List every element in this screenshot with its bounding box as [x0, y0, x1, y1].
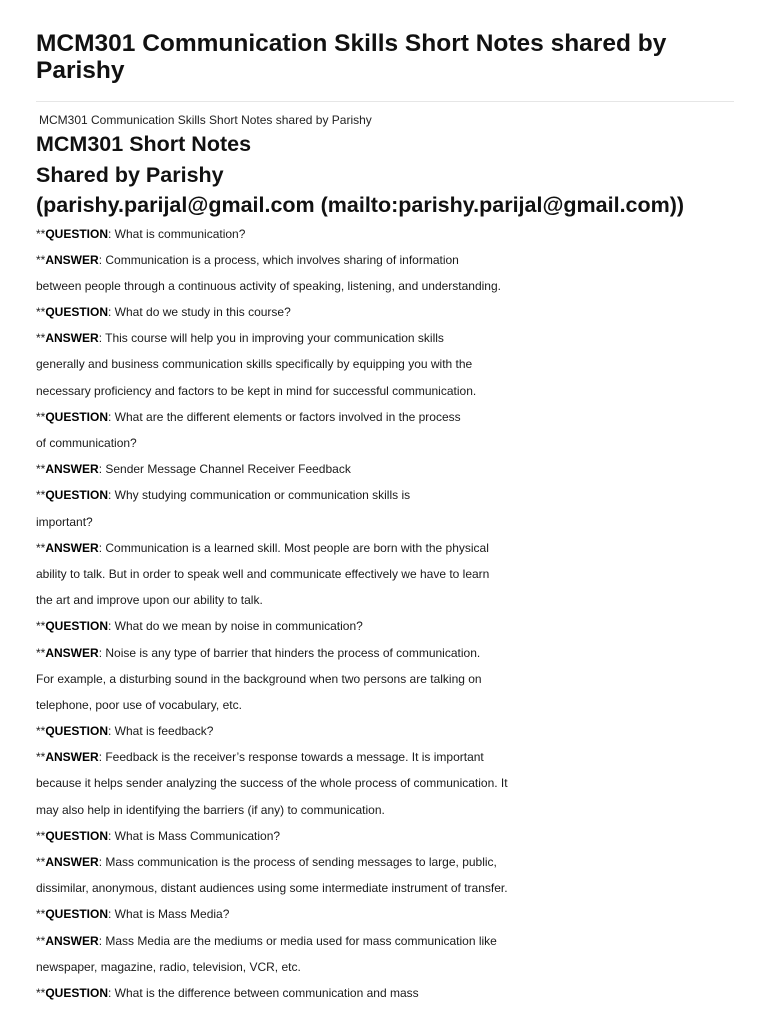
text-line [36, 430, 736, 456]
line-label: ANSWER [45, 331, 99, 346]
line-text: the art and improve upon our ability to talk. [36, 593, 263, 608]
line-text: : Communication is a process, which involves sharing of information [98, 252, 459, 267]
text-line [36, 718, 736, 744]
document-caption: MCM301 Communication Skills Short Notes shared by Parishy [39, 113, 372, 127]
line-label: QUESTION [45, 305, 109, 320]
line-text: : Mass Media are the mediums or media used for mass communication like [98, 933, 497, 948]
line-text: : What is the difference between communication and mass [108, 985, 419, 1000]
line-text: telephone, poor use of vocabulary, etc. [36, 697, 242, 712]
line-prefix: ** [36, 724, 46, 739]
line-prefix: ** [36, 305, 46, 320]
line-text: : What do we mean by noise in communication? [108, 619, 363, 634]
line-prefix: ** [36, 488, 46, 503]
text-line [36, 247, 736, 273]
text-line [36, 692, 736, 718]
line-text: : What is feedback? [108, 724, 214, 739]
text-line [36, 640, 736, 666]
line-text: : Mass communication is the process of sending messages to large, public, [98, 855, 497, 869]
text-line [36, 404, 736, 430]
line-text: newspaper, magazine, radio, television, VCR, etc. [36, 959, 301, 974]
line-text: important? [36, 514, 93, 529]
line-text: : What is Mass Media? [108, 907, 230, 922]
text-line [36, 482, 736, 508]
text-line [36, 613, 736, 639]
line-label: QUESTION [45, 828, 109, 843]
line-text: For example, a disturbing sound in the background when two persons are talking on [36, 671, 482, 686]
notes-heading-title: MCM301 Short Notes [36, 132, 252, 156]
notes-heading-block [36, 129, 736, 221]
text-line [36, 928, 736, 954]
line-prefix: ** [36, 226, 46, 241]
line-text: dissimilar, anonymous, distant audiences using some intermediate instrument of transfer. [36, 881, 508, 896]
line-prefix: ** [36, 252, 46, 267]
line-text: : Noise is any type of barrier that hinders the process of communication. [98, 645, 481, 660]
line-label: QUESTION [45, 619, 109, 634]
line-prefix: ** [36, 540, 46, 555]
text-line [36, 535, 736, 561]
text-line [36, 221, 736, 247]
line-text: necessary proficiency and factors to be kept in mind for successful communication. [36, 383, 477, 398]
text-line [36, 456, 736, 482]
line-text: : What are the different elements or factors involved in the process [108, 409, 461, 424]
text-line [36, 351, 736, 377]
text-line [36, 378, 736, 404]
line-prefix: ** [36, 828, 46, 843]
document-title: MCM301 Communication Skills Short Notes shared by Parishy [36, 30, 667, 84]
line-label: ANSWER [45, 462, 99, 477]
line-text: : What is Mass Communication? [108, 828, 281, 843]
text-line [36, 849, 736, 875]
line-prefix: ** [36, 645, 46, 660]
line-text: because it helps sender analyzing the success of the whole process of communication. It [36, 776, 508, 791]
text-line [36, 561, 736, 587]
text-line [36, 901, 736, 927]
text-line [36, 325, 736, 351]
line-prefix: ** [36, 750, 46, 765]
line-text: : Why studying communication or communication skills is [108, 488, 411, 503]
text-line [36, 587, 736, 613]
line-text: between people through a continuous activity of speaking, listening, and understanding. [36, 278, 501, 293]
line-text: of communication? [36, 436, 137, 450]
line-label: ANSWER [45, 645, 99, 660]
line-text: : What do we study in this course? [108, 305, 291, 320]
text-line [36, 666, 736, 692]
line-prefix: ** [36, 462, 46, 477]
line-prefix: ** [36, 907, 46, 922]
line-prefix: ** [36, 619, 46, 634]
title-divider [36, 101, 734, 102]
line-label: QUESTION [45, 985, 109, 1000]
line-text: generally and business communication skills specifically by equipping you with the [36, 357, 473, 372]
line-text: may also help in identifying the barriers (if any) to communication. [36, 802, 385, 817]
line-text: : This course will help you in improving your communication skills [98, 331, 444, 346]
notes-heading-author: Shared by Parishy [36, 162, 224, 187]
text-line [36, 509, 736, 535]
line-label: ANSWER [45, 540, 99, 555]
line-prefix: ** [36, 331, 46, 346]
text-line [36, 823, 736, 849]
line-label: QUESTION [45, 226, 109, 241]
document-page [36, 0, 736, 1006]
text-line [36, 954, 736, 980]
line-prefix: ** [36, 409, 46, 424]
line-label: ANSWER [45, 750, 99, 765]
text-line [36, 875, 736, 901]
line-label: QUESTION [45, 907, 109, 922]
qa-text-body [36, 221, 736, 1007]
line-label: ANSWER [45, 252, 99, 267]
text-line [36, 744, 736, 770]
line-prefix: ** [36, 985, 46, 1000]
line-prefix: ** [36, 933, 46, 948]
line-text: ability to talk. But in order to speak well and communicate effectively we have to learn [36, 566, 490, 581]
text-line [36, 980, 736, 1006]
notes-heading-email[interactable]: (parishy.parijal@gmail.com (mailto:parishy.parijal@gmail.com)) [36, 193, 685, 217]
text-line [36, 273, 736, 299]
line-label: QUESTION [45, 409, 109, 424]
line-label: ANSWER [45, 933, 99, 948]
line-label: ANSWER [45, 855, 99, 869]
text-line [36, 299, 736, 325]
line-text: : Communication is a learned skill. Most people are born with the physical [98, 540, 489, 555]
line-prefix: ** [36, 855, 46, 869]
line-label: QUESTION [45, 724, 109, 739]
line-text: : What is communication? [108, 226, 246, 241]
text-line [36, 770, 736, 796]
line-label: QUESTION [45, 488, 109, 503]
line-text: : Feedback is the receiver’s response towards a message. It is important [98, 750, 484, 765]
line-text: : Sender Message Channel Receiver Feedback [98, 462, 351, 477]
text-line [36, 797, 736, 823]
